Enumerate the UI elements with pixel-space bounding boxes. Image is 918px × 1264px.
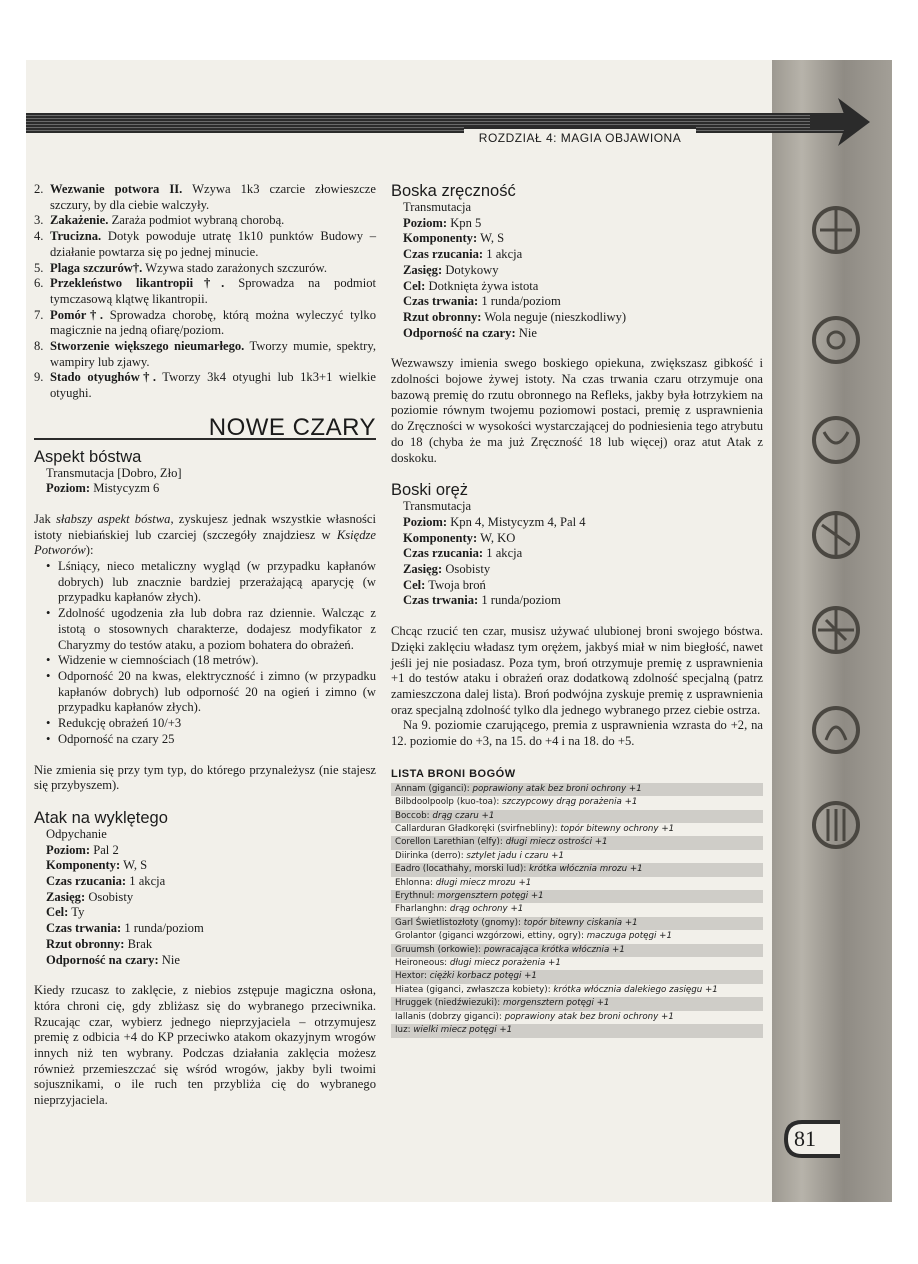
list-item: 8. Stworzenie większego nieumarłego. Tworzy mumie, spektry, wampiry lub zjawy. — [34, 339, 376, 369]
spell-components: Komponenty: W, S — [403, 231, 505, 246]
spell-casting-time: Czas rzucania: 1 akcja — [403, 247, 523, 262]
spell-school: Odpychanie — [46, 826, 107, 841]
spell-casting-time: Czas rzucania: 1 akcja — [46, 874, 166, 889]
spell-level: Poziom: Mistycyzm 6 — [46, 481, 160, 496]
list-item: 6. Przekleństwo likantropii†. Sprowadza na podmiot tymczasową klątwę likantropii. — [34, 276, 376, 306]
spell-duration: Czas trwania: 1 runda/poziom — [403, 294, 561, 309]
spell-level: Poziom: Kpn 5 — [403, 215, 482, 230]
rune-6-icon — [806, 700, 866, 760]
list-item: • Odporność 20 na kwas, elektryczność i zimno (w przypadku kapłanów dobrych) lub odporność 20 na ogień i zimno (w przypadku kapłanów złych). — [46, 669, 376, 716]
table-row: Hiatea (giganci, zwłaszcza kobiety): krótka włócznia dalekiego zasięgu +1 — [395, 984, 718, 995]
spell-duration: Czas trwania: 1 runda/poziom — [403, 593, 561, 608]
spell-target: Cel: Ty — [46, 905, 85, 920]
spell-level: Poziom: Kpn 4, Mistycyzm 4, Pal 4 — [403, 514, 586, 529]
table-row: Annam (giganci): poprawiony atak bez broni ochrony +1 — [391, 783, 763, 796]
table-row: Boccob: drąg czaru +1 — [391, 810, 763, 823]
table-row: Grolantor (giganci wzgórzowi, ettiny, ogry): maczuga potęgi +1 — [395, 931, 672, 942]
list-item: 3. Zakażenie. Zaraża podmiot wybraną chorobą. — [34, 213, 285, 228]
table-row: Ehlonna: długi miecz mrozu +1 — [395, 877, 532, 888]
table-row: Heironeous: długi miecz porażenia +1 — [395, 958, 561, 969]
list-item: • Redukcję obrażeń 10/+3 — [46, 716, 376, 732]
spell-title-atak: Atak na wyklętego — [34, 808, 168, 827]
rune-2-icon — [806, 310, 866, 370]
list-item: 5. Plaga szczurów†. Wzywa stado zarażonych szczurów. — [34, 260, 327, 275]
chapter-banner — [26, 113, 846, 133]
spell-description: Jak słabszy aspekt bóstwa, zyskujesz jednak wszystkie własności istoty niebiańskiej lub czarciej (szczegóły znajdziesz w Księdze Potworów): — [34, 511, 377, 558]
arrow-right-icon — [810, 92, 870, 152]
table-row: Callarduran Gładkoręki (svirfnebliny): topór bitewny ochrony +1 — [395, 824, 675, 835]
right-column — [391, 182, 763, 1038]
table-row: Hextor: ciężki korbacz potęgi +1 — [391, 970, 763, 983]
table-row: Fharlanghn: drąg ochrony +1 — [395, 904, 524, 915]
spell-description: Na 9. poziomie czarującego, premia z usprawnienia wzrasta do +2, na 12. poziomie do +3, na 15. do +4 i na 18. do +5. — [391, 718, 763, 749]
deity-table-title: LISTA BRONI BOGÓW — [391, 767, 516, 780]
spell-components: Komponenty: W, S — [46, 858, 148, 873]
spell-description: Kiedy rzucasz to zaklęcie, z niebios zstępuje magiczna osłona, która chroni cię, gdy zbliżasz się do wybranego przeciwnika. Rzucając czar, wybierz jednego nieprzyjaciela – otrzymujesz premię z odbicia +4 do KP przeciwko atakom okazyjnym wrogów innych niż ten wybrany. Podczas działania zaklęcia możesz również przemieszczać się wśród wrogów, jakby byli twoimi sojusznikami, o ile ruch ten przybliża cię do wybranego nieprzyjaciela. — [34, 983, 376, 1108]
spell-target: Cel: Twoja broń — [403, 577, 486, 592]
deity-weapon-table — [391, 783, 763, 1038]
list-item: • Widzenie w ciemnościach (18 metrów). — [46, 653, 376, 669]
rune-7-icon — [806, 795, 866, 855]
table-row: Garl Świetlistozłoty (gnomy): topór bitewny ciskania +1 — [391, 917, 763, 930]
list-item: 7. Pomór†. Sprowadza chorobę, którą można wyleczyć tylko magicznie na jedną ofiarę/poziom. — [34, 307, 376, 338]
spell-range: Zasięg: Dotykowy — [403, 262, 499, 277]
spell-target: Cel: Dotknięta żywa istota — [403, 278, 539, 293]
spell-school: Transmutacja — [403, 499, 472, 514]
rune-4-icon — [806, 505, 866, 565]
table-row: Hruggek (niedźwiezuki): morgensztern potęgi +1 — [391, 997, 763, 1010]
spell-title-orez: Boski oręż — [391, 481, 469, 500]
left-column — [34, 182, 376, 1109]
list-item: 2. Wezwanie potwora II. Wzywa 1k3 czarcie złowieszcze szczury, by dla ciebie walczyły. — [34, 182, 376, 212]
chapter-title: ROZDZIAŁ 4: MAGIA OBJAWIONA — [478, 131, 682, 145]
summon-list — [34, 182, 376, 402]
rune-5-icon — [806, 600, 866, 660]
spell-description: Wezwawszy imienia swego boskiego opiekuna, zwiększasz gibkość i zdolności bojowe żywej istoty. Na czas trwania czaru otrzymuje ona bazową premię do rzutu obronnego na Refleks, jakby była łotrzykiem na poziomie równym twojemu poziomowi postaci, premię z usprawnienia do Zręczności w wysokości wystarczającej do podniesienia tego atrybutu do 18 (chyba że ma już Zręczność 18 lub więcej) oraz atut Atak z doskoku. — [391, 356, 763, 465]
table-row: Iuz: wielki miecz potęgi +1 — [391, 1024, 763, 1037]
spell-components: Komponenty: W, KO — [403, 530, 516, 545]
spell-saving-throw: Rzut obronny: Brak — [46, 936, 153, 951]
list-item: 4. Trucizna. Dotyk powoduje utratę 1k10 punktów Budowy – działanie powtarza się po jednej minucie. — [34, 229, 376, 259]
table-row: Iallanis (dobrzy giganci): poprawiony atak bez broni ochrony +1 — [395, 1011, 674, 1022]
spell-school: Transmutacja [Dobro, Zło] — [46, 465, 182, 480]
page-number-badge — [784, 1118, 842, 1160]
spell-title-zrecznosc: Boska zręczność — [391, 182, 516, 200]
spell-casting-time: Czas rzucania: 1 akcja — [403, 546, 523, 561]
spell-duration: Czas trwania: 1 runda/poziom — [46, 921, 204, 936]
section-heading: NOWE CZARY — [34, 420, 376, 440]
page-number: 81 — [794, 1126, 816, 1151]
table-row: Erythnul: morgensztern potęgi +1 — [391, 890, 763, 903]
table-row: Corellon Larethian (elfy): długi miecz ostrości +1 — [391, 836, 763, 849]
spell-range: Zasięg: Osobisty — [403, 562, 491, 577]
spell-description: Nie zmienia się przy tym typ, do którego przynależysz (nie stajesz się przybyszem). — [34, 762, 376, 793]
table-row: Gruumsh (orkowie): powracająca krótka włócznia +1 — [391, 944, 763, 957]
list-item: • Odporność na czary 25 — [46, 732, 376, 748]
spell-description: Chcąc rzucić ten czar, musisz używać ulubionej broni swojego bóstwa. Dzięki zaklęciu władasz tym orężem, jakbyś miał w nim biegłość, nawet jeśli jej nie posiadasz. Poza tym, broń otrzymuje premię z usprawnienia +1 do testów ataku i obrażeń oraz dodatkową zdolność specjalną (patrz zamieszczona dalej lista). Broń podwójna zyskuje premię z usprawnienia oraz specjalną zdolność tylko dla jednego wybranego przez ciebie ostrza. — [391, 624, 763, 717]
list-item: • Lśniący, nieco metaliczny wygląd (w przypadku kapłanów dobrych) lub znacznie bardziej przerażającą aparycję (w przypadku kapłanów złych). — [46, 559, 376, 606]
spell-resistance: Odporność na czary: Nie — [46, 952, 180, 967]
table-row: Bilbdoolpoolp (kuo-toa): szczypcowy drąg porażenia +1 — [395, 797, 638, 808]
spell-benefits-list — [34, 559, 376, 747]
spell-level: Poziom: Pal 2 — [46, 842, 119, 857]
spell-resistance: Odporność na czary: Nie — [403, 325, 537, 340]
spell-title-aspekt: Aspekt bóstwa — [34, 447, 142, 466]
spell-range: Zasięg: Osobisty — [46, 889, 134, 904]
spell-saving-throw: Rzut obronny: Wola neguje (nieszkodliwy) — [403, 309, 627, 324]
spell-school: Transmutacja — [403, 200, 472, 214]
rune-3-icon — [806, 410, 866, 470]
list-item: 9. Stado otyughów†. Tworzy 3k4 otyughi lub 1k3+1 wielkie otyughi. — [34, 370, 377, 401]
table-row: Diirinka (derro): sztylet jadu i czaru +1 — [395, 850, 564, 861]
list-item: • Zdolność ugodzenia zła lub dobra raz dziennie. Walcząc z istotą o stosownych charakterze, dodajesz modyfikator z Charyzmy do testów ataku, a poziom bohatera do obrażeń. — [46, 606, 376, 653]
rune-1-icon — [806, 200, 866, 260]
table-row: Eadro (locathahy, morski lud): krótka włócznia mrozu +1 — [391, 863, 763, 876]
